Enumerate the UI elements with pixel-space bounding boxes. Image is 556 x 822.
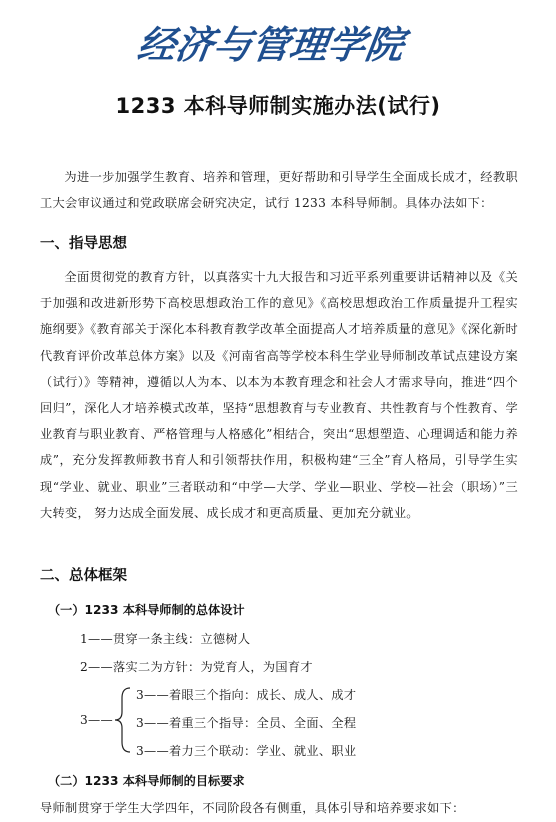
intro-paragraph: 为进一步加强学生教育、培养和管理，更好帮助和引导学生全面成长成才，经教职工大会审议通过和党政联席会研究决定，试行 1233 本科导师制。具体办法如下： [40,170,518,211]
logo-text: 经济与管理学院 [134,23,407,68]
framework-line-2: 2——落实二为方针：为党育人，为国育才 [80,660,313,674]
left-brace-icon [112,686,134,754]
sub1-heading: （一）1233 本科导师制的总体设计 [48,603,245,617]
page-title: 1233 本科导师制实施办法(试行) [115,94,441,118]
section2-heading: 二、总体框架 [40,568,127,584]
sub2-body: 导师制贯穿于学生大学四年，不同阶段各有侧重，具体引导和培养要求如下： [40,801,465,815]
section1-body: 全面贯彻党的教育方针，以真落实十九大报告和习近平系列重要讲话精神以及《关于加强和改进新形势下高校思想政治工作的意见》《高校思想政治工作质量提升工程实施纲要》《教育部关于深化本科教育教学改革全面提高人才培养质量的意见》《深化新时代教育评价改革总体方案》以及《河南省高等学校本科生学业导师制改革试点建设方案（试行）》等精神，遵循以人为本、以本为本教育理念和社会人才需求导向，推进“四个回归”，深化人才培养模式改革，坚持“思想教育与专业教育、共性教育与个性教育、学业教育与职业教育、严格管理与人格感化”相结合，突出“思想塑造、心理调适和能力养成”，充分发挥教师教书育人和引领帮扶作用，积极构建“三全”育人格局，引导学生实现“学业、就业、职业”三者联动和“中学—大学、学业—职业、学校—社会（职场）”三大转变， 努力达成全面发展、成长成才和更高质量、更加充分就业。 [40,270,518,520]
framework-line-1: 1——贯穿一条主线：立德树人 [80,632,251,646]
framework-item-1: 3——着眼三个指向：成长、成人、成才 [136,688,357,702]
sub2-heading: （二）1233 本科导师制的目标要求 [48,774,245,788]
college-logo [130,14,420,72]
section1-heading: 一、指导思想 [40,236,127,252]
framework-line-3-prefix: 3—— [80,713,114,727]
framework-item-2: 3——着重三个指导：全员、全面、全程 [136,716,357,730]
framework-item-3: 3——着力三个联动：学业、就业、职业 [136,744,357,758]
